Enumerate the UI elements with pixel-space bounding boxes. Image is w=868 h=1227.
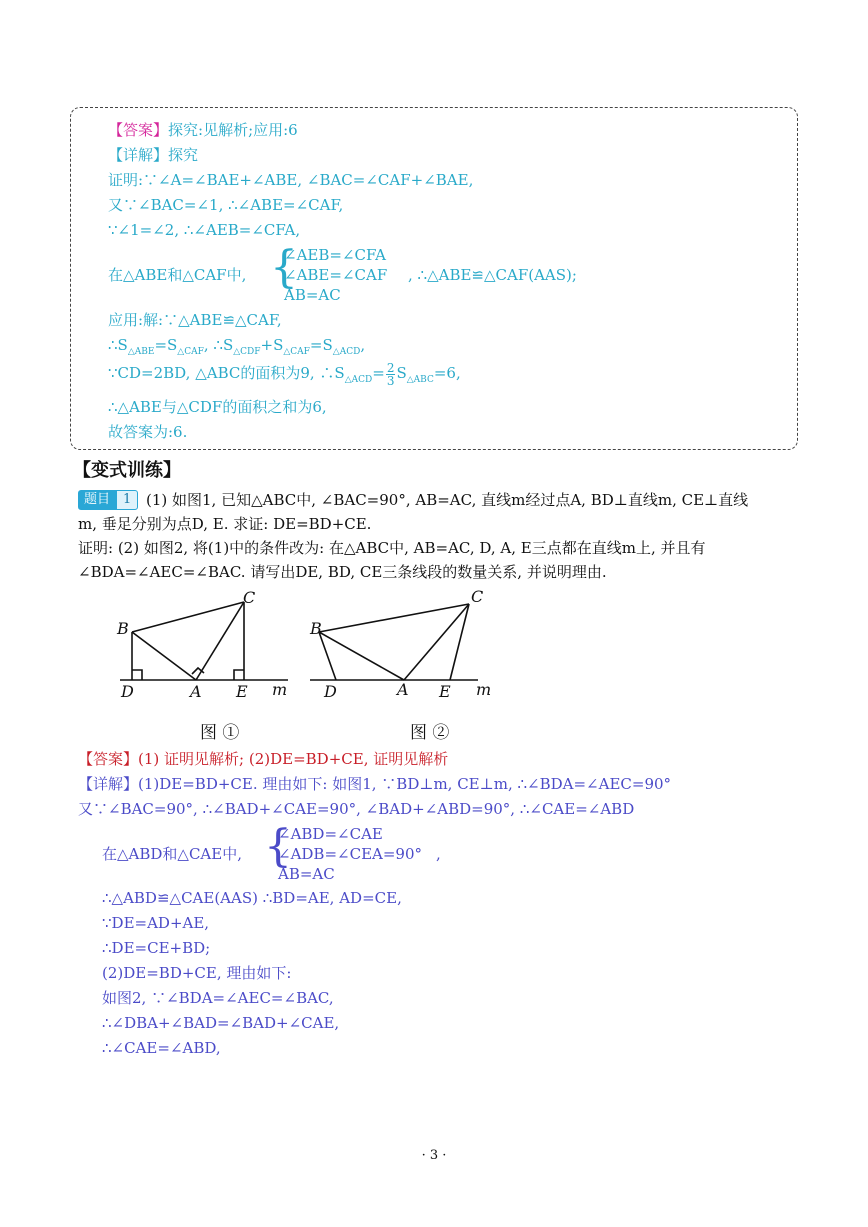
- apply-line-2-c: , ∴S: [203, 336, 234, 354]
- detail-line: [108, 146, 198, 164]
- problem-tag: [78, 490, 138, 510]
- solution-system-eq-1: ∠ABD=∠CAE: [278, 825, 383, 843]
- page-number: · 3 ·: [421, 1148, 447, 1163]
- apply-line-2-e: =S: [309, 336, 333, 354]
- apply-line-2-b: =S: [154, 336, 178, 354]
- fig2-label-m: m: [476, 680, 492, 699]
- fig1-right-angle-e: [234, 670, 244, 680]
- detail-tag: 【详解】: [108, 146, 169, 164]
- fig2-label-b: B: [310, 619, 322, 638]
- solution-detail-text: (1)DE=BD+CE. 理由如下: 如图1, ∵BD⊥m, CE⊥m, ∴∠BDA=∠AEC=90°: [138, 775, 672, 793]
- problem-line-2: m, 垂足分别为点D, E. 求证: DE=BD+CE.: [78, 515, 372, 533]
- fig2-label-e: E: [439, 682, 451, 701]
- answer-text: 探究:见解析;应用:6: [168, 121, 298, 139]
- solution-line-9: 如图2, ∵∠BDA=∠AEC=∠BAC,: [102, 989, 334, 1007]
- equation-brace: {: [270, 242, 298, 293]
- fig2-caption: 图 ②: [410, 723, 450, 743]
- fig2-label-d: D: [324, 682, 337, 701]
- fig1-right-angle-d: [132, 670, 142, 680]
- fig1-segment-bc: [132, 602, 244, 632]
- apply-line-2-d-sub: △CAF: [283, 347, 310, 357]
- solution-line-7: ∴DE=CE+BD;: [102, 939, 211, 957]
- solution-answer-tag: 【答案】: [78, 750, 139, 768]
- fig1-label-c: C: [243, 588, 256, 607]
- fraction-two-thirds: [386, 362, 396, 387]
- fig1-label-e: E: [236, 682, 248, 701]
- proof-line-2: 又∵∠BAC=∠1, ∴∠ABE=∠CAF,: [108, 196, 344, 214]
- apply-line-2-d: +S: [260, 336, 284, 354]
- apply-line-2-a-sub: △ABE: [127, 347, 155, 357]
- apply-line-3-a-sub: △ACD: [344, 375, 373, 385]
- fig1-label-m: m: [272, 680, 288, 699]
- answer-line: [108, 121, 298, 139]
- apply-line-2-c-sub: △CDF: [233, 347, 261, 357]
- solution-line-8: (2)DE=BD+CE, 理由如下:: [102, 964, 292, 982]
- solution-line-3: 又∵∠BAC=90°, ∴∠BAD+∠CAE=90°, ∠BAD+∠ABD=90°, ∴∠CAE=∠ABD: [78, 800, 635, 818]
- fig2-label-c: C: [471, 587, 484, 606]
- apply-line-3-c: S: [396, 364, 407, 382]
- problem-tag-number: 1: [116, 490, 138, 510]
- proof-line-4-suffix: , ∴△ABE≌△CAF(AAS);: [408, 266, 577, 284]
- solution-line-11: ∴∠CAE=∠ABD,: [102, 1039, 221, 1057]
- system-eq-1: ∠AEB=∠CFA: [284, 246, 386, 264]
- problem-line-4: ∠BDA=∠AEC=∠BAC. 请写出DE, BD, CE三条线段的数量关系, 并说明理由.: [78, 563, 607, 581]
- fig1-label-a: A: [190, 682, 202, 701]
- solution-answer-text: (1) 证明见解析; (2)DE=BD+CE, 证明见解析: [138, 750, 449, 768]
- solution-line-5: ∴△ABD≌△CAE(AAS) ∴BD=AE, AD=CE,: [102, 889, 402, 907]
- answer-tag: 【答案】: [108, 121, 169, 139]
- fig2-segment-bd: [319, 632, 336, 680]
- apply-line-2-a: ∴S: [108, 336, 128, 354]
- solution-system-eq-3: AB=AC: [278, 865, 335, 883]
- fig1-label-d: D: [121, 682, 134, 701]
- apply-line-3-a: ∵CD=2BD, △ABC的面积为9, ∴S: [108, 364, 345, 382]
- section-title: 【变式训练】: [73, 460, 181, 481]
- apply-line-3-c-sub: △ABC: [406, 375, 434, 385]
- fig1-label-b: B: [117, 619, 129, 638]
- solution-detail-line: [78, 775, 671, 793]
- apply-line-3-b: =: [372, 364, 385, 382]
- apply-line-2-b-sub: △CAF: [177, 347, 204, 357]
- apply-line-2-f: ,: [360, 336, 366, 354]
- problem-line-1: (1) 如图1, 已知△ABC中, ∠BAC=90°, AB=AC, 直线m经过点A, BD⊥直线m, CE⊥直线: [146, 491, 749, 509]
- apply-line-3-d: =6,: [433, 364, 461, 382]
- system-eq-2: ∠ABE=∠CAF: [284, 266, 388, 284]
- fraction-denominator: 3: [386, 373, 395, 388]
- apply-line-5: 故答案为:6.: [108, 423, 188, 441]
- apply-line-1: 应用:解:∵△ABE≌△CAF,: [108, 311, 282, 329]
- fig2-segment-bc: [319, 604, 469, 632]
- apply-line-3: [108, 358, 461, 395]
- problem-tag-label: 题目: [78, 490, 116, 510]
- solution-brace: {: [264, 821, 292, 872]
- proof-line-3: ∵∠1=∠2, ∴∠AEB=∠CFA,: [108, 221, 301, 239]
- proof-line-1: 证明:∵∠A=∠BAE+∠ABE, ∠BAC=∠CAF+∠BAE,: [108, 171, 474, 189]
- fig2-label-a: A: [397, 680, 409, 699]
- solution-detail-tag: 【详解】: [78, 775, 139, 793]
- system-eq-3: AB=AC: [284, 286, 341, 304]
- fig2-segment-ba: [319, 632, 404, 680]
- solution-line-4-prefix: 在△ABD和△CAE中,: [102, 845, 242, 863]
- solution-line-10: ∴∠DBA+∠BAD=∠BAD+∠CAE,: [102, 1014, 340, 1032]
- solution-answer-line: [78, 750, 448, 768]
- fraction-numerator: 2: [386, 360, 395, 375]
- solution-line-4-suffix: ,: [436, 845, 441, 863]
- apply-line-4: ∴△ABE与△CDF的面积之和为6,: [108, 398, 327, 416]
- fig1-caption: 图 ①: [200, 723, 240, 743]
- problem-line-3: 证明: (2) 如图2, 将(1)中的条件改为: 在△ABC中, AB=AC, D, A, E三点都在直线m上, 并且有: [78, 539, 706, 557]
- solution-system-eq-2: ∠ADB=∠CEA=90°: [278, 845, 423, 863]
- detail-text: 探究: [168, 146, 199, 164]
- apply-line-2-e-sub: △ACD: [332, 347, 361, 357]
- proof-line-4-prefix: 在△ABE和△CAF中,: [108, 266, 247, 284]
- solution-line-6: ∵DE=AD+AE,: [102, 914, 210, 932]
